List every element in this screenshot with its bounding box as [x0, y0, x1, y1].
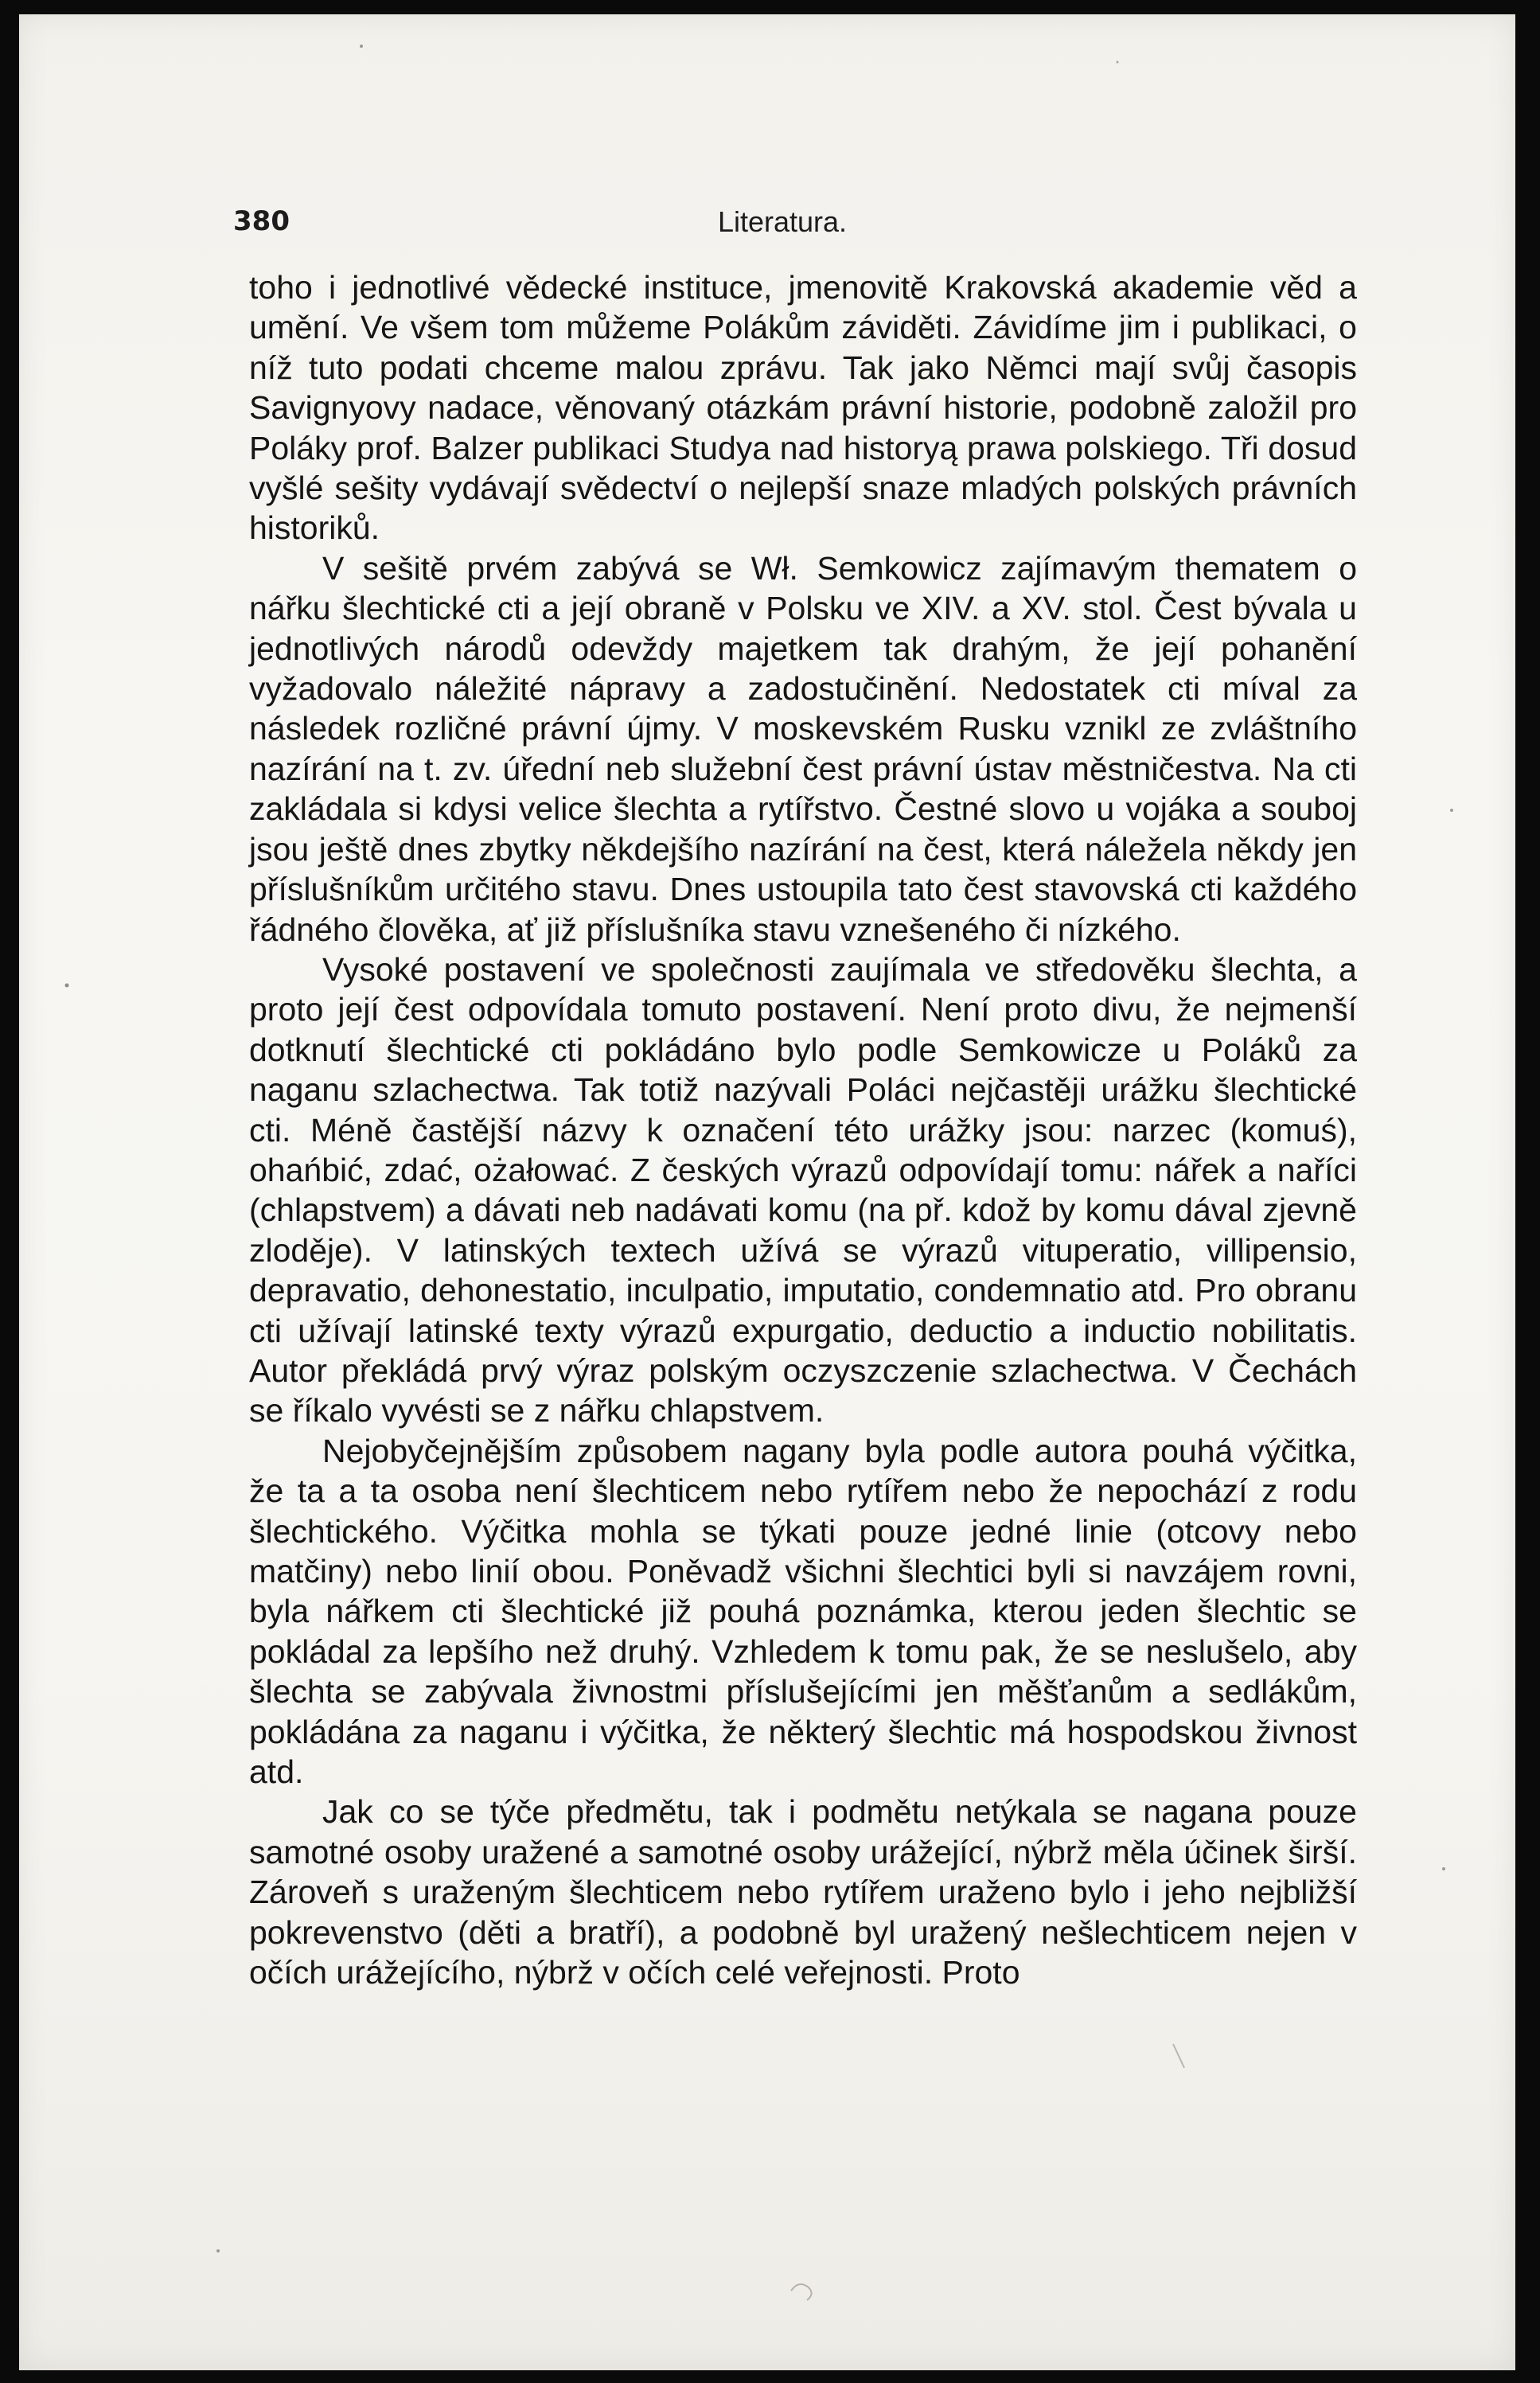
- paragraph-4: Nejobyčejnějším způsobem nagany byla podle autora pouhá výčitka, že ta a ta osoba není šlechticem nebo rytířem nebo že nepochází z rodu šlechtického. Výčitka mohla se týkati pouze jedné linie (otcovy nebo matčiny) nebo linií obou. Poněvadž všichni šlechtici byli si navzájem rovni, byla nářkem cti šlechtické již pouhá poznámka, kterou jeden šlechtic se pokládal za lepšího než druhý. Vzhledem k tomu pak, že se neslušelo, aby šlechta se zabývala živnostmi příslušejícími jen měšťanům a sedlákům, pokládána za naganu i výčitka, že některý šlechtic má hospodskou živnost atd.: [249, 1432, 1357, 1791]
- paragraph-5: Jak co se týče předmětu, tak i podmětu netýkala se nagana pouze samotné osoby uražené a samotné osoby urážející, nýbrž měla účinek širší. Zároveň s uraženým šlechticem nebo rytířem uraženo bylo i jeho nejbližší pokrevenstvo (děti a bratří), a podobně byl uražený nešlechticem nejen v očích urážejícího, nýbrž v očích celé veřejnosti. Proto: [249, 1793, 1357, 1991]
- paragraph-3: Vysoké postavení ve společnosti zaujímala ve středověku šlechta, a proto její čest odpovídala tomuto postavení. Není proto divu, že nejmenší dotknutí šlechtické cti pokládáno bylo podle Semkowicze u Poláků za naganu szlachectwa. Tak totiž nazývali Poláci nejčastěji urážku šlechtické cti. Méně častější názvy k označení této urážky jsou: narzec (komuś), ohańbić, zdać, ożałować. Z českých výrazů odpovídají tomu: nářek a naříci (chlapstvem) a dávati neb nadávati komu (na př. kdož by komu dával zjevně zloděje). V latinských textech užívá se výrazů vituperatio, villipensio, depravatio, dehonestatio, inculpatio, imputatio, condemnatio atd. Pro obranu cti užívají latinské texty výrazů expurgatio, deductio a inductio nobilitatis. Autor překládá prvý výraz polským oczyszczenie szlachectwa. V Čechách se říkalo vyvésti se z nářku chlapstvem.: [249, 950, 1357, 1429]
- paragraph-1: toho i jednotlivé vědecké instituce, jmenovitě Krakovská akademie věd a umění. Ve všem tom můžeme Polákům záviděti. Závidíme jim i publikaci, o níž tuto podati chceme malou zprávu. Tak jako Němci mají svůj časopis Savignyovy nadace, věnovaný otázkám právní historie, podobně založil pro Poláky prof. Balzer publikaci Studya nad historyą prawa polskiego. Tři dosud vyšlé sešity vydávají svědectví o nejlepší snaze mladých polských právních historiků.: [249, 269, 1357, 547]
- page-number: 380: [233, 205, 290, 237]
- running-title: Literatura.: [717, 205, 848, 238]
- running-head: [233, 205, 1331, 245]
- article-body: [249, 267, 1357, 1992]
- paragraph-2: V sešitě prvém zabývá se Wł. Semkowicz zajímavým thematem o nářku šlechtické cti a její obraně v Polsku ve XIV. a XV. stol. Čest bývala u jednotlivých národů odevždy majetkem tak drahým, že její pohanění vyžadovalo náležité nápravy a zadostučinění. Nedostatek cti míval za následek rozličné právní újmy. V moskevském Rusku vznikl ze zvláštního nazírání na t. zv. úřední neb služební čest právní ústav městničestva. Na cti zakládala si kdysi velice šlechta a rytířstvo. Čestné slovo u vojáka a souboj jsou ještě dnes zbytky někdejšího nazírání na čest, která náležela někdy jen příslušníkům určitého stavu. Dnes ustoupila tato čest stavovská cti každého řádného člověka, ať již příslušníka stavu vznešeného či nízkého.: [249, 549, 1357, 948]
